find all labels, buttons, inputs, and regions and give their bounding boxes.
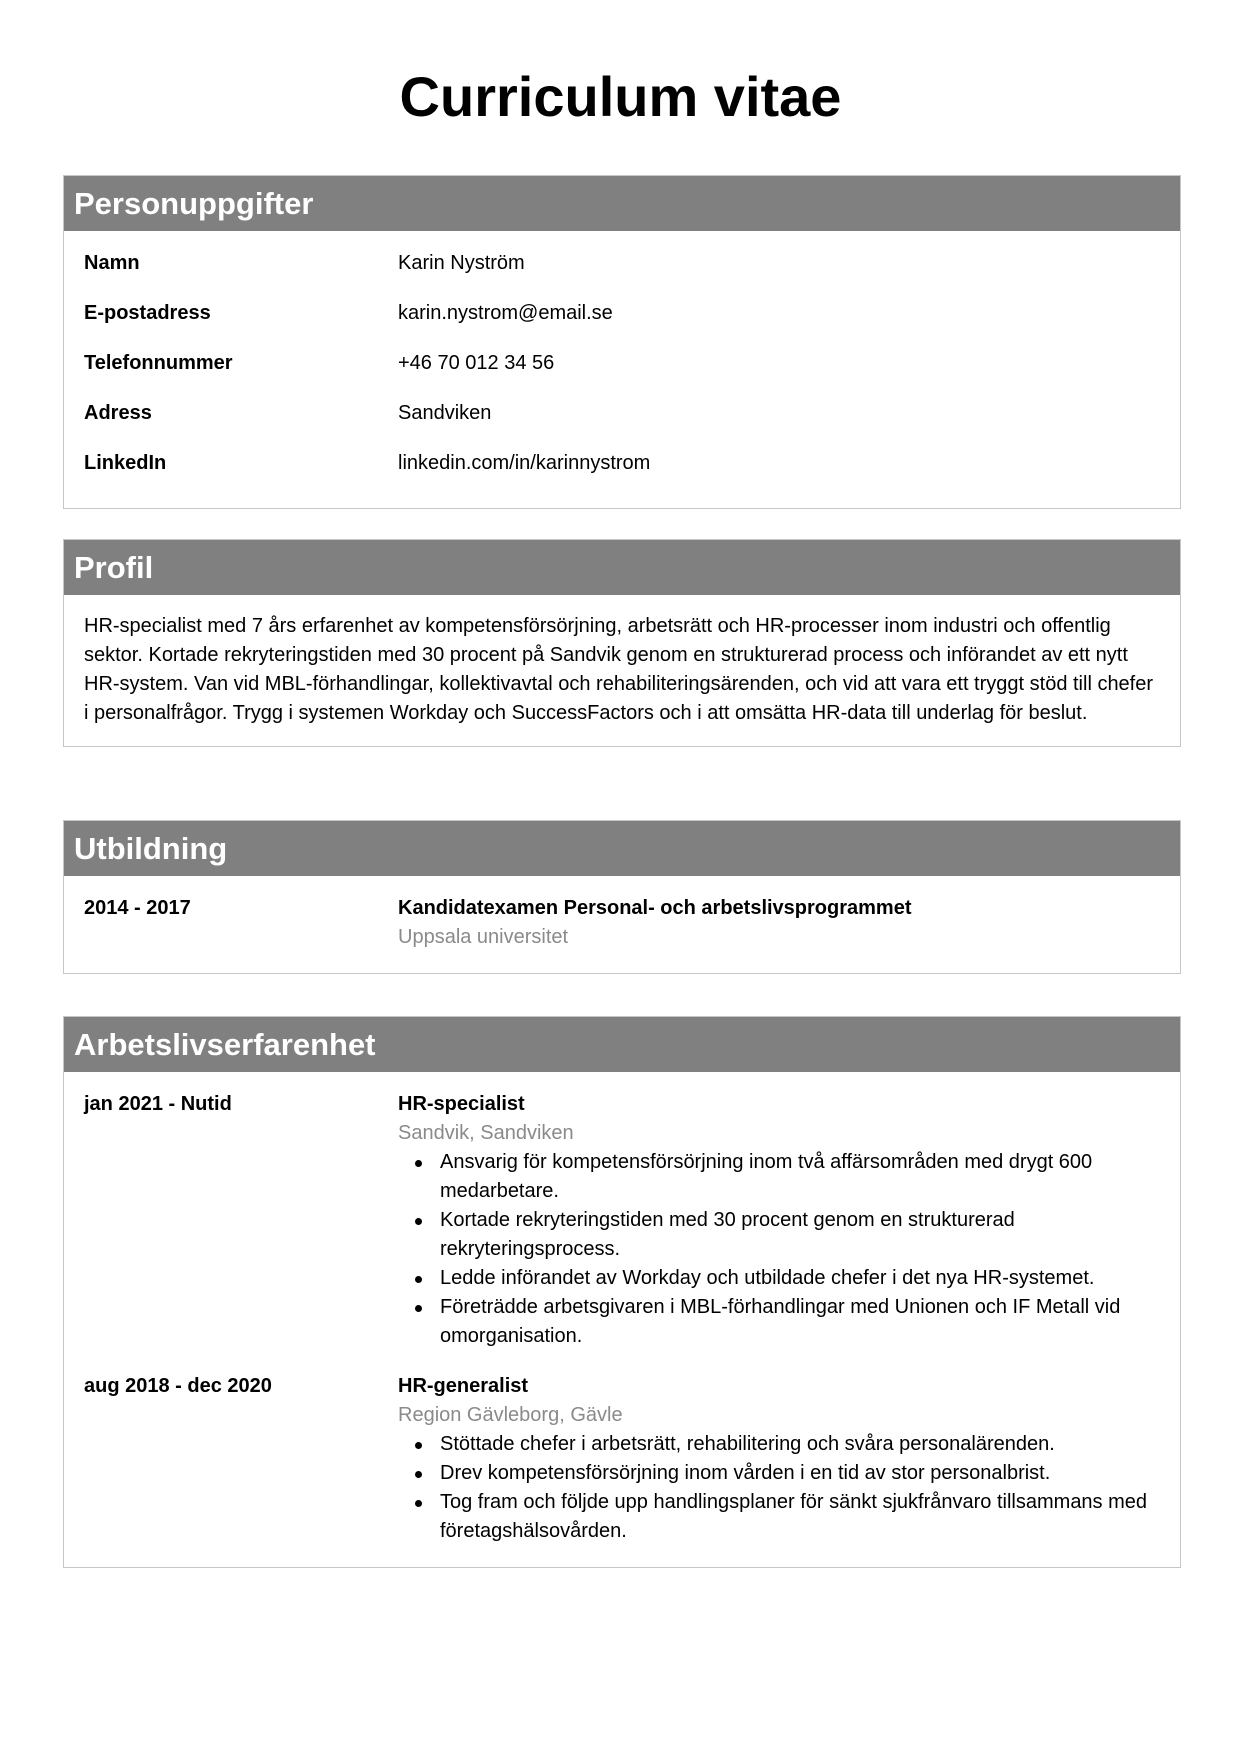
experience-entry: [84, 1372, 1160, 1546]
personal-row-linkedin: [84, 446, 1160, 496]
entry-date: jan 2021 - Nutid: [84, 1093, 232, 1115]
field-label: Adress: [84, 402, 152, 424]
personal-row-address: [84, 396, 1160, 446]
field-label: E-postadress: [84, 302, 211, 324]
personal-info-section: [63, 175, 1181, 509]
personal-row-name: [84, 246, 1160, 296]
entry-organization: Sandvik, Sandviken: [398, 1122, 574, 1144]
entry-date: aug 2018 - dec 2020: [84, 1375, 272, 1397]
section-heading-profile: Profil: [64, 540, 1180, 595]
section-heading-experience: Arbetslivserfarenhet: [64, 1017, 1180, 1072]
experience-section: [63, 1016, 1181, 1568]
field-value: linkedin.com/in/karinnystrom: [398, 452, 651, 474]
entry-organization: Uppsala universitet: [398, 926, 569, 948]
profile-section: [63, 539, 1181, 747]
field-value: karin.nystrom@email.se: [398, 302, 613, 324]
bullet-item: Kortade rekryteringstiden med 30 procent genom en strukturerad rekryteringsprocess.: [413, 1206, 1160, 1264]
personal-row-email: [84, 296, 1160, 346]
bullet-item: Ledde införandet av Workday och utbildade chefer i det nya HR-systemet.: [413, 1264, 1160, 1293]
bullet-item: Tog fram och följde upp handlingsplaner för sänkt sjukfrånvaro tillsammans med företagshälsovården.: [413, 1488, 1160, 1546]
experience-entry: [84, 1090, 1160, 1351]
education-entry: [84, 894, 1160, 952]
section-heading-education: Utbildning: [64, 821, 1180, 876]
field-value: +46 70 012 34 56: [398, 352, 555, 374]
education-section: [63, 820, 1181, 974]
profile-text: HR-specialist med 7 års erfarenhet av kompetensförsörjning, arbetsrätt och HR-processer inom industri och offentlig sektor. Kortade rekryteringstiden med 30 procent på Sandvik genom en strukturerad process och införandet av ett nytt HR-system. Van vid MBL-förhandlingar, kollektivavtal och rehabiliteringsärenden, och vid att vara ett tryggt stöd till chefer i personalfrågor. Trygg i systemen Workday och SuccessFactors och i att omsätta HR-data till underlag för beslut.: [84, 615, 1154, 724]
entry-date: 2014 - 2017: [84, 897, 191, 919]
field-label: LinkedIn: [84, 452, 167, 474]
entry-organization: Region Gävleborg, Gävle: [398, 1404, 623, 1426]
bullet-item: Stöttade chefer i arbetsrätt, rehabilitering och svåra personalärenden.: [413, 1430, 1160, 1459]
entry-title: HR-generalist: [398, 1375, 529, 1397]
bullet-list: [398, 1430, 1160, 1546]
field-value: Sandviken: [398, 402, 492, 424]
field-label: Telefonnummer: [84, 352, 233, 374]
entry-title: Kandidatexamen Personal- och arbetslivsprogrammet: [398, 897, 912, 919]
personal-info-list: [64, 231, 1180, 508]
bullet-item: Ansvarig för kompetensförsörjning inom två affärsområden med drygt 600 medarbetare.: [413, 1148, 1160, 1206]
entry-title: HR-specialist: [398, 1093, 525, 1115]
field-label: Namn: [84, 252, 140, 274]
bullet-list: [398, 1148, 1160, 1351]
bullet-item: Drev kompetensförsörjning inom vården i en tid av stor personalbrist.: [413, 1459, 1160, 1488]
personal-row-phone: [84, 346, 1160, 396]
page-title: Curriculum vitae: [399, 65, 842, 128]
section-heading-personal: Personuppgifter: [64, 176, 1180, 231]
field-value: Karin Nyström: [398, 252, 525, 274]
bullet-item: Företrädde arbetsgivaren i MBL-förhandlingar med Unionen och IF Metall vid omorganisation.: [413, 1293, 1160, 1351]
